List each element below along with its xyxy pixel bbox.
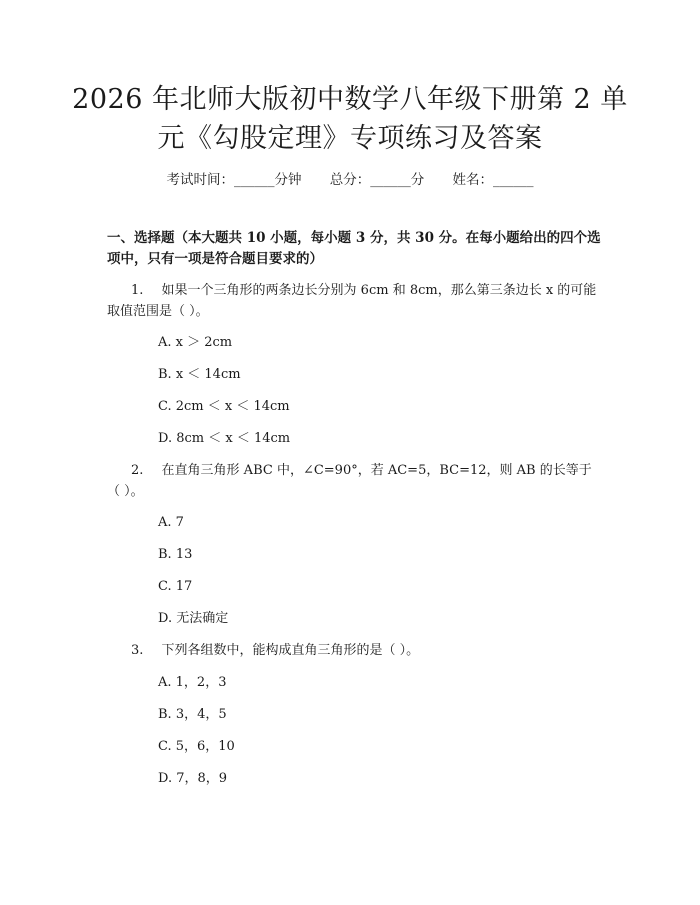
question-1-option-d: D. 8cm ＜ x ＜ 14cm	[158, 431, 291, 446]
title-line-2: 元《勾股定理》专项练习及答案	[157, 123, 543, 154]
total-score-field: 总分：______分	[329, 172, 425, 188]
question-1-option-a: A. x ＞ 2cm	[158, 335, 233, 350]
section-header	[107, 228, 607, 270]
section-header-line-1: 一、选择题（本大题共 10 小题，每小题 3 分，共 30 分。在每小题给出的四个选	[107, 230, 601, 246]
exam-time-field: 考试时间：______分钟	[166, 172, 302, 188]
title-line-1: 2026 年北师大版初中数学八年级下册第 2 单	[72, 84, 628, 115]
question-3-option-d: D. 7，8，9	[158, 771, 228, 786]
document-title	[60, 80, 640, 158]
question-2	[107, 460, 607, 502]
question-text-line-2: （ ）。	[107, 484, 144, 499]
exam-info	[0, 168, 700, 188]
question-2-option-d: D. 无法确定	[158, 611, 229, 626]
question-1-option-b: B. x ＜ 14cm	[158, 367, 241, 382]
question-1	[107, 280, 607, 322]
question-text-line-1: 如果一个三角形的两条边长分别为 6cm 和 8cm，那么第三条边长 x 的可能	[161, 283, 597, 298]
question-3	[107, 640, 607, 661]
student-name-field: 姓名：______	[452, 172, 534, 188]
question-text-line-1: 在直角三角形 ABC 中，∠C=90°，若 AC=5，BC=12，则 AB 的长等于	[161, 463, 592, 478]
question-3-option-b: B. 3，4，5	[158, 707, 227, 722]
question-number: 2.	[131, 463, 144, 478]
question-2-option-c: C. 17	[158, 579, 193, 594]
question-3-option-a: A. 1，2，3	[158, 675, 227, 690]
question-3-option-c: C. 5，6，10	[158, 739, 235, 754]
question-text-line-2: 取值范围是（ ）。	[107, 304, 209, 319]
question-number: 3.	[131, 643, 144, 658]
question-text-line-1: 下列各组数中，能构成直角三角形的是（ ）。	[161, 643, 420, 658]
section-header-line-2: 项中，只有一项是符合题目要求的）	[107, 251, 323, 267]
question-2-option-a: A. 7	[158, 515, 184, 530]
question-2-option-b: B. 13	[158, 547, 193, 562]
question-1-option-c: C. 2cm ＜ x ＜ 14cm	[158, 399, 290, 414]
question-number: 1.	[131, 283, 144, 298]
